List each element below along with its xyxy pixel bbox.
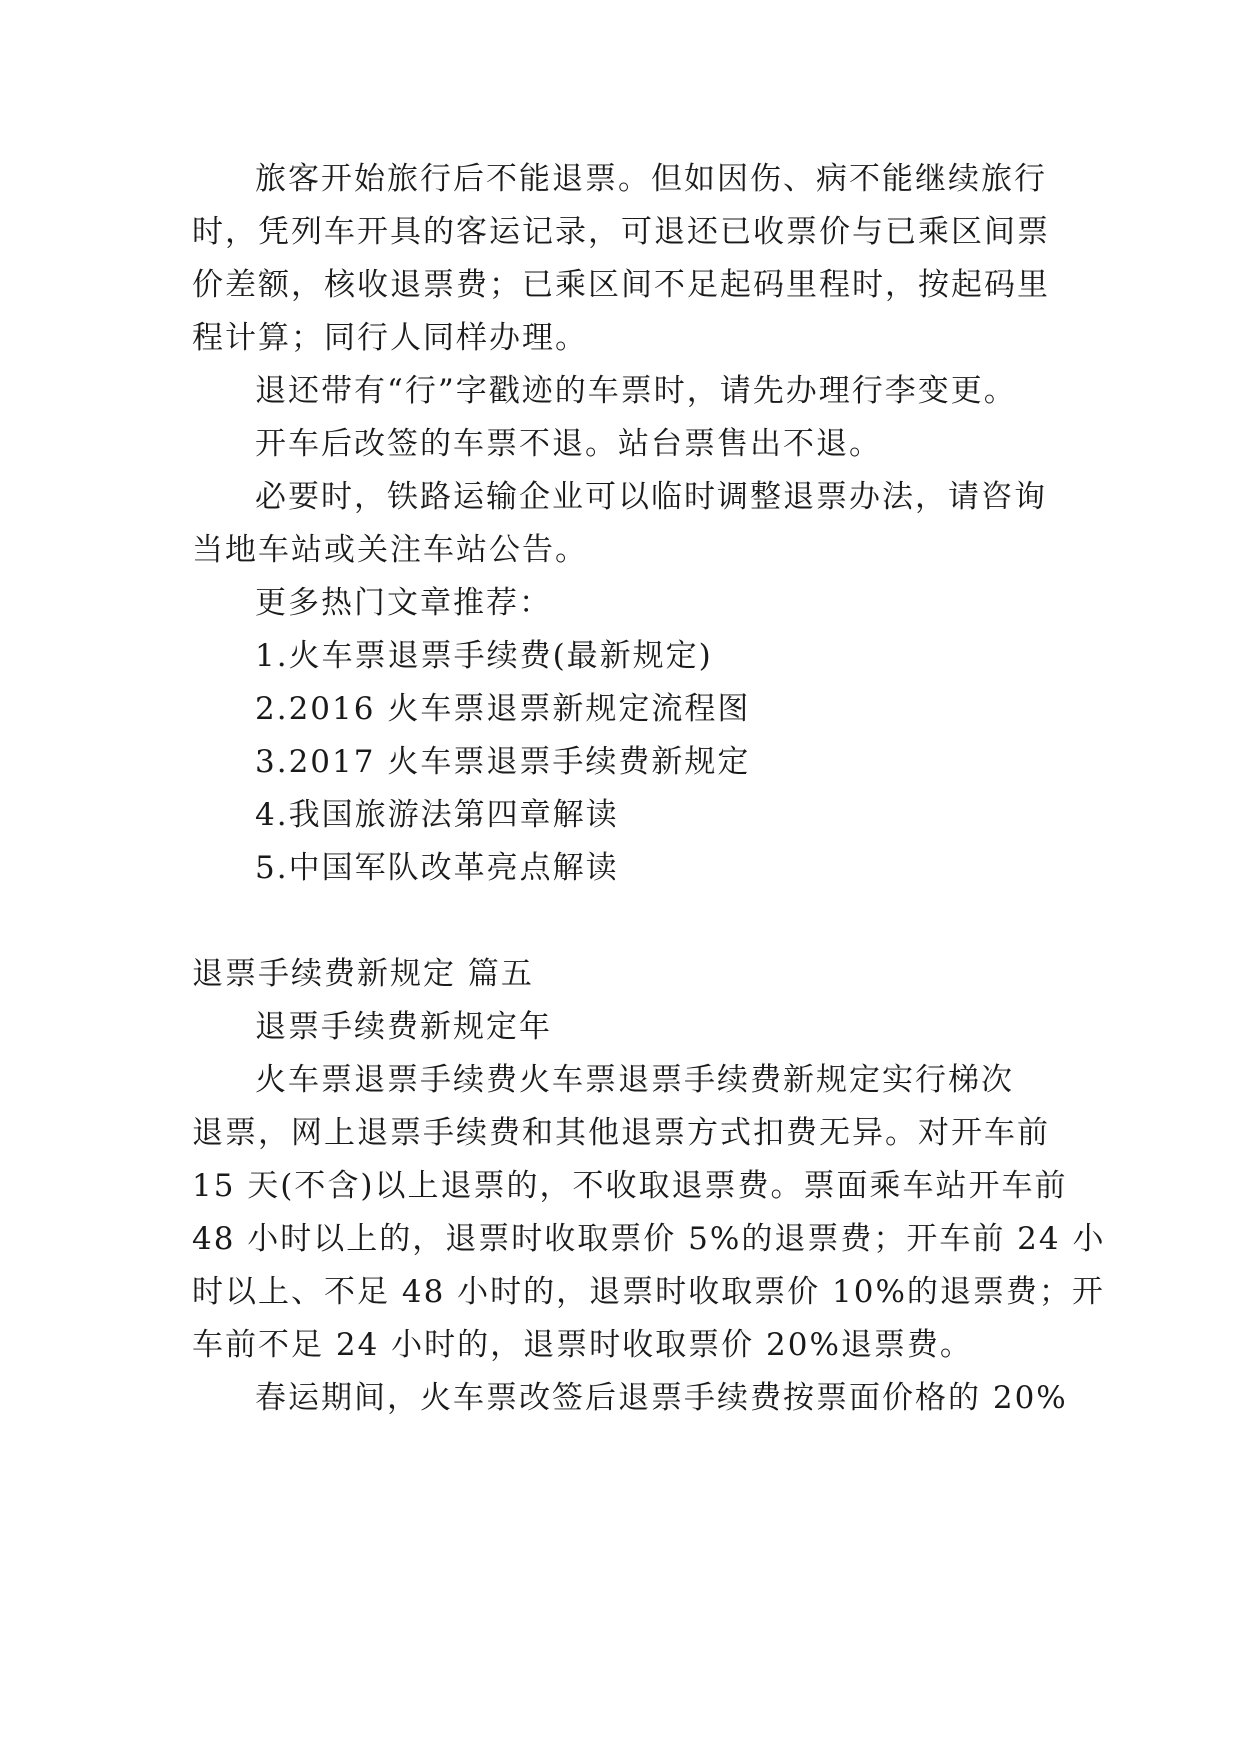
paragraph-line: 48 小时以上的，退票时收取票价 5%的退票费；开车前 24 小 [192, 1221, 1106, 1257]
paragraph-line: 退还带有“行”字戳迹的车票时，请先办理行李变更。 [255, 373, 1017, 409]
paragraph-line: 时，凭列车开具的客运记录，可退还已收票价与已乘区间票 [192, 214, 1050, 250]
paragraph-line: 程计算；同行人同样办理。 [192, 320, 588, 356]
paragraph-line: 开车后改签的车票不退。站台票售出不退。 [255, 426, 882, 462]
paragraph-line: 当地车站或关注车站公告。 [192, 532, 588, 568]
section-subheading: 退票手续费新规定年 [255, 1009, 552, 1045]
paragraph-line: 车前不足 24 小时的，退票时收取票价 20%退票费。 [192, 1327, 973, 1363]
section-heading: 退票手续费新规定 篇五 [192, 956, 534, 992]
paragraph-line: 火车票退票手续费火车票退票手续费新规定实行梯次 [255, 1062, 1014, 1098]
related-article-link[interactable]: 1.火车票退票手续费(最新规定) [255, 638, 713, 674]
paragraph-line: 必要时，铁路运输企业可以临时调整退票办法，请咨询 [255, 479, 1047, 515]
paragraph-line: 时以上、不足 48 小时的，退票时收取票价 10%的退票费；开 [192, 1274, 1105, 1310]
related-articles-heading: 更多热门文章推荐： [255, 585, 552, 621]
paragraph-line: 退票，网上退票手续费和其他退票方式扣费无异。对开车前 [192, 1115, 1050, 1151]
paragraph-line: 旅客开始旅行后不能退票。但如因伤、病不能继续旅行 [255, 161, 1047, 197]
paragraph-line: 价差额，核收退票费；已乘区间不足起码里程时，按起码里 [192, 267, 1050, 303]
related-article-link[interactable]: 2.2016 火车票退票新规定流程图 [255, 691, 751, 727]
related-article-link[interactable]: 4.我国旅游法第四章解读 [255, 797, 619, 833]
paragraph-line: 春运期间，火车票改签后退票手续费按票面价格的 20% [255, 1380, 1068, 1416]
related-article-link[interactable]: 5.中国军队改革亮点解读 [255, 850, 619, 886]
paragraph-line: 15 天(不含)以上退票的，不收取退票费。票面乘车站开车前 [192, 1168, 1068, 1204]
related-article-link[interactable]: 3.2017 火车票退票手续费新规定 [255, 744, 751, 780]
